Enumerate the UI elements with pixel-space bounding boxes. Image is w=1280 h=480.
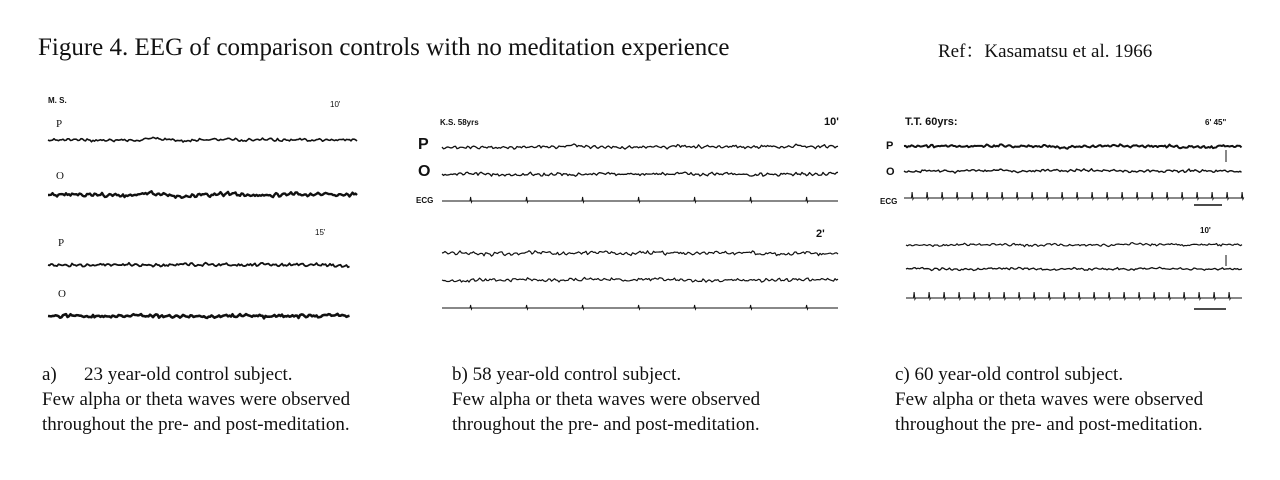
ecg-trace-line bbox=[906, 292, 1242, 299]
caption-c-line3: throughout the pre- and post-meditation. bbox=[895, 414, 1203, 435]
eeg-trace-line bbox=[904, 169, 1242, 173]
panel-c-time-label-1: 6' 45" bbox=[1205, 118, 1227, 127]
panel-a-time-label-1: 10' bbox=[330, 100, 341, 109]
caption-a-line3: throughout the pre- and post-meditation. bbox=[42, 414, 350, 435]
panel-b-channel-ecg: ECG bbox=[416, 196, 434, 205]
caption-c-line2: Few alpha or theta waves were observed bbox=[895, 389, 1204, 410]
eeg-trace-line bbox=[904, 144, 1242, 148]
panel-b-subject-label: K.S. 58yrs bbox=[440, 118, 479, 127]
caption-a-line2: Few alpha or theta waves were observed bbox=[42, 389, 351, 410]
panel-a-channel-o-1: O bbox=[56, 170, 64, 182]
panel-a-subject-label: M. S. bbox=[48, 96, 67, 105]
caption-b-line2: Few alpha or theta waves were observed bbox=[452, 389, 761, 410]
panel-c-subject-label: T.T. 60yrs: bbox=[905, 116, 958, 128]
panel-c-time-label-2: 10' bbox=[1200, 226, 1211, 235]
panel-b-channel-o: O bbox=[418, 163, 431, 180]
panel-b-channel-p: P bbox=[418, 136, 429, 153]
panel-a-channel-o-2: O bbox=[58, 288, 66, 300]
eeg-trace-line bbox=[906, 267, 1242, 270]
caption-b bbox=[452, 362, 760, 437]
caption-a bbox=[42, 362, 350, 437]
panel-b-time-label-2: 2' bbox=[816, 228, 825, 240]
caption-b-line1: b) 58 year-old control subject. bbox=[452, 364, 682, 385]
figure-title: Figure 4. EEG of comparison controls with no meditation experience bbox=[38, 34, 730, 61]
panel-a-channel-p-1: P bbox=[56, 118, 63, 130]
panel-a-time-label-2: 15' bbox=[315, 228, 326, 237]
caption-c-line1: c) 60 year-old control subject. bbox=[895, 364, 1124, 385]
caption-b-line3: throughout the pre- and post-meditation. bbox=[452, 414, 760, 435]
eeg-trace-line bbox=[906, 243, 1242, 247]
panel-c-channel-ecg: ECG bbox=[880, 197, 898, 206]
panel-c-channel-p: P bbox=[886, 140, 894, 152]
reference-label: Ref：Kasamatsu et al. 1966 bbox=[938, 41, 1153, 62]
ecg-trace-line bbox=[904, 192, 1244, 199]
panel-c-channel-o: O bbox=[886, 166, 895, 178]
panel-a-channel-p-2: P bbox=[58, 237, 65, 249]
caption-c bbox=[895, 362, 1203, 437]
caption-a-number: a) bbox=[42, 364, 57, 385]
caption-a-line1: 23 year-old control subject. bbox=[84, 364, 293, 385]
panel-b-time-label-1: 10' bbox=[824, 116, 839, 128]
